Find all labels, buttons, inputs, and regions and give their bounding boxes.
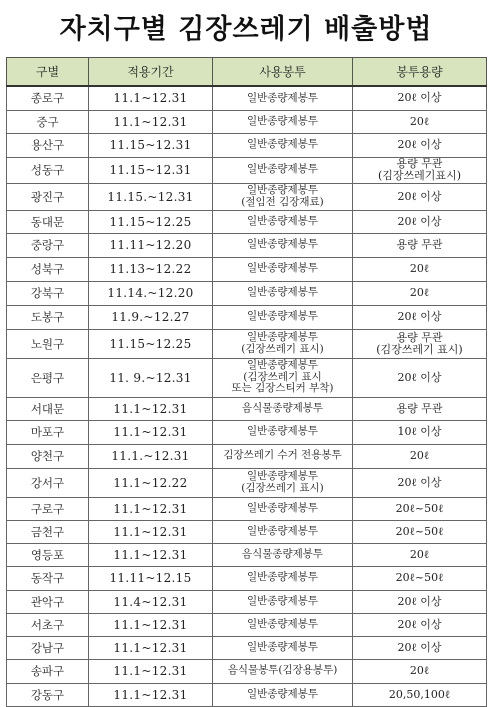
capacity-cell — [353, 305, 487, 329]
capacity-cell — [353, 543, 487, 566]
district-cell: 노원구 — [7, 329, 89, 358]
capacity-line: 20ℓ 이상 — [397, 640, 442, 654]
bag-type-line: 일반종량제봉투 — [246, 262, 318, 275]
capacity-line: 용량 무관 — [396, 330, 443, 344]
capacity-line: 20ℓ 이상 — [397, 475, 442, 489]
table-row — [7, 257, 487, 281]
capacity-cell — [353, 257, 487, 281]
district-cell: 용산구 — [7, 133, 89, 157]
header-period: 적용기간 — [89, 58, 213, 87]
district-cell: 관악구 — [7, 590, 89, 613]
bag-type-cell — [213, 281, 353, 305]
capacity-cell — [353, 157, 487, 183]
bag-type-line: 일반종량제봉투 — [246, 594, 318, 607]
bag-type-line: 일반종량제봉투 — [246, 214, 318, 227]
capacity-line: 용량 무관 — [396, 401, 443, 415]
bag-type-line: 일반종량제봉투 — [246, 331, 318, 343]
capacity-cell — [353, 233, 487, 257]
district-cell: 송파구 — [7, 659, 89, 683]
capacity-line: (김장쓰레기표시) — [378, 169, 461, 182]
table-row — [7, 659, 487, 683]
bag-type-cell — [213, 86, 353, 110]
bag-type-line: 또는 김장스티커 부착) — [231, 382, 334, 395]
table-row — [7, 133, 487, 157]
table-row — [7, 305, 487, 329]
bag-type-cell — [213, 420, 353, 444]
capacity-line: 10ℓ 이상 — [397, 425, 442, 438]
bag-type-line: 일반종량제봉투 — [246, 617, 318, 630]
capacity-line: 20ℓ~50ℓ — [395, 571, 444, 584]
period-cell: 11.1~12.31 — [89, 520, 213, 543]
bag-type-cell — [213, 468, 353, 497]
bag-type-line: 일반종량제봉투 — [246, 138, 318, 151]
capacity-cell — [353, 281, 487, 305]
table-row — [7, 590, 487, 613]
table-body — [7, 86, 487, 706]
district-cell: 강동구 — [7, 683, 89, 706]
bag-type-line: 김장쓰레기 수거 전용봉투 — [223, 449, 342, 462]
period-cell: 11.14.~12.20 — [89, 281, 213, 305]
bag-type-line: (김장쓰레기 표시) — [241, 342, 324, 355]
capacity-line: 20ℓ 이상 — [397, 370, 442, 384]
table-row — [7, 210, 487, 233]
period-cell: 11.15~12.25 — [89, 329, 213, 358]
bag-type-cell — [213, 110, 353, 133]
bag-type-cell — [213, 305, 353, 329]
district-cell: 금천구 — [7, 520, 89, 543]
period-cell: 11.1~12.31 — [89, 420, 213, 444]
district-cell: 강서구 — [7, 468, 89, 497]
district-cell: 구로구 — [7, 497, 89, 520]
header-bag: 사용봉투 — [213, 58, 353, 87]
bag-type-line: 일반종량제봉투 — [246, 310, 318, 323]
table-row — [7, 566, 487, 590]
district-cell: 도봉구 — [7, 305, 89, 329]
bag-type-line: (절임전 김장재료) — [241, 195, 324, 208]
bag-type-line: (김장쓰레기 표시 — [243, 370, 322, 383]
table-row — [7, 110, 487, 133]
capacity-cell — [353, 397, 487, 420]
period-cell: 11.1~12.31 — [89, 86, 213, 110]
period-cell: 11.1~12.31 — [89, 110, 213, 133]
district-cell: 강북구 — [7, 281, 89, 305]
district-cell: 동작구 — [7, 566, 89, 590]
capacity-line: 20ℓ 이상 — [397, 310, 442, 323]
bag-type-cell — [213, 590, 353, 613]
table-row — [7, 520, 487, 543]
district-cell: 양천구 — [7, 444, 89, 468]
capacity-cell — [353, 590, 487, 613]
bag-type-cell — [213, 329, 353, 358]
header-capacity: 봉투용량 — [353, 58, 487, 87]
capacity-line: 20ℓ 이상 — [397, 617, 442, 631]
bag-type-line: 음식물종량제봉투 — [241, 547, 324, 560]
period-cell: 11.1~12.31 — [89, 497, 213, 520]
bag-type-cell — [213, 210, 353, 233]
bag-type-cell — [213, 397, 353, 420]
bag-type-line: 일반종량제봉투 — [246, 687, 318, 700]
bag-type-line: 일반종량제봉투 — [246, 524, 318, 537]
capacity-cell — [353, 420, 487, 444]
table-row — [7, 497, 487, 520]
capacity-line: 20ℓ 이상 — [397, 91, 442, 105]
period-cell: 11.1~12.31 — [89, 397, 213, 420]
header-district: 구별 — [7, 58, 89, 87]
bag-type-cell — [213, 444, 353, 468]
bag-type-line: 음식물봉투(김장용봉투) — [227, 664, 338, 677]
capacity-line: 20ℓ — [409, 286, 430, 299]
capacity-line: 20ℓ — [409, 114, 430, 128]
period-cell: 11.4~12.31 — [89, 590, 213, 613]
table-row — [7, 233, 487, 257]
capacity-line: 20ℓ~50ℓ — [395, 501, 444, 515]
period-cell: 11.9.~12.27 — [89, 305, 213, 329]
bag-type-cell — [213, 613, 353, 636]
bag-type-line: 일반종량제봉투 — [246, 286, 318, 299]
table-row — [7, 613, 487, 636]
bag-type-line: (김장쓰레기 표시) — [241, 481, 324, 494]
district-cell: 서대문 — [7, 397, 89, 420]
period-cell: 11.15~12.31 — [89, 157, 213, 183]
period-cell: 11.15~12.31 — [89, 133, 213, 157]
capacity-line: (김장쓰레기 표시) — [376, 342, 463, 356]
period-cell: 11.13~12.22 — [89, 257, 213, 281]
district-cell: 성동구 — [7, 157, 89, 183]
bag-type-cell — [213, 636, 353, 659]
district-cell: 종로구 — [7, 86, 89, 110]
period-cell: 11. 9.~12.31 — [89, 358, 213, 397]
table-row — [7, 420, 487, 444]
period-cell: 11.11~12.20 — [89, 233, 213, 257]
capacity-line: 20ℓ — [409, 547, 430, 561]
table-row — [7, 329, 487, 358]
period-cell: 11.1~12.31 — [89, 683, 213, 706]
table-row — [7, 281, 487, 305]
bag-type-cell — [213, 659, 353, 683]
bag-type-cell — [213, 257, 353, 281]
district-cell: 영등포 — [7, 543, 89, 566]
period-cell: 11.1~12.22 — [89, 468, 213, 497]
bag-type-line: 일반종량제봉투 — [246, 571, 318, 584]
district-cell: 마포구 — [7, 420, 89, 444]
bag-type-cell — [213, 183, 353, 210]
table-row — [7, 636, 487, 659]
capacity-cell — [353, 86, 487, 110]
page-title: 자치구별 김장쓰레기 배출방법 — [59, 13, 433, 45]
capacity-cell — [353, 444, 487, 468]
capacity-cell — [353, 183, 487, 210]
bag-type-cell — [213, 566, 353, 590]
capacity-line: 20ℓ — [409, 262, 430, 275]
bag-type-cell — [213, 520, 353, 543]
capacity-line: 20ℓ 이상 — [397, 594, 442, 608]
bag-type-cell — [213, 133, 353, 157]
table-row — [7, 183, 487, 210]
bag-type-cell — [213, 157, 353, 183]
table-header-row — [7, 58, 487, 87]
capacity-line: 20ℓ 이상 — [397, 138, 442, 151]
disposal-table — [6, 57, 487, 707]
bag-type-cell — [213, 497, 353, 520]
bag-type-line: 일반종량제봉투 — [246, 114, 318, 127]
period-cell: 11.11~12.15 — [89, 566, 213, 590]
period-cell: 11.1~12.31 — [89, 636, 213, 659]
period-cell: 11.1~12.31 — [89, 613, 213, 636]
capacity-cell — [353, 520, 487, 543]
bag-type-line: 일반종량제봉투 — [246, 425, 318, 438]
bag-type-line: 일반종량제봉투 — [246, 640, 318, 653]
bag-type-cell — [213, 358, 353, 397]
capacity-line: 20ℓ 이상 — [397, 214, 442, 228]
table-row — [7, 157, 487, 183]
bag-type-line: 음식물종량제봉투 — [241, 401, 324, 414]
bag-type-line: 일반종량제봉투 — [246, 91, 318, 104]
bag-type-line: 일반종량제봉투 — [246, 238, 318, 251]
capacity-line: 20ℓ~50ℓ — [395, 524, 444, 538]
capacity-cell — [353, 566, 487, 590]
capacity-line: 20ℓ 이상 — [397, 189, 442, 203]
capacity-line: 용량 무관 — [396, 157, 443, 170]
table-row — [7, 468, 487, 497]
period-cell: 11.1.~12.31 — [89, 444, 213, 468]
bag-type-line: 일반종량제봉투 — [246, 501, 318, 514]
capacity-line: 20,50,100ℓ — [388, 687, 451, 701]
capacity-cell — [353, 636, 487, 659]
bag-type-line: 일반종량제봉투 — [246, 184, 318, 196]
capacity-cell — [353, 613, 487, 636]
capacity-cell — [353, 497, 487, 520]
capacity-cell — [353, 210, 487, 233]
capacity-line: 20ℓ — [409, 664, 430, 677]
capacity-cell — [353, 329, 487, 358]
period-cell: 11.1~12.31 — [89, 543, 213, 566]
capacity-cell — [353, 683, 487, 706]
district-cell: 중구 — [7, 110, 89, 133]
capacity-cell — [353, 110, 487, 133]
district-cell: 동대문 — [7, 210, 89, 233]
capacity-cell — [353, 659, 487, 683]
table-row — [7, 397, 487, 420]
table-row — [7, 543, 487, 566]
district-cell: 서초구 — [7, 613, 89, 636]
capacity-line: 용량 무관 — [396, 238, 443, 251]
bag-type-line: 일반종량제봉투 — [246, 359, 318, 372]
table-row — [7, 444, 487, 468]
district-cell: 성북구 — [7, 257, 89, 281]
district-cell: 광진구 — [7, 183, 89, 210]
period-cell: 11.15~12.25 — [89, 210, 213, 233]
table-row — [7, 86, 487, 110]
bag-type-cell — [213, 233, 353, 257]
capacity-cell — [353, 358, 487, 397]
table-row — [7, 358, 487, 397]
district-cell: 강남구 — [7, 636, 89, 659]
capacity-line: 20ℓ — [409, 449, 430, 462]
period-cell: 11.15.~12.31 — [89, 183, 213, 210]
bag-type-line: 일반종량제봉투 — [246, 163, 318, 176]
bag-type-line: 일반종량제봉투 — [246, 470, 318, 482]
district-cell: 은평구 — [7, 358, 89, 397]
bag-type-cell — [213, 683, 353, 706]
capacity-cell — [353, 468, 487, 497]
district-cell: 중랑구 — [7, 233, 89, 257]
capacity-cell — [353, 133, 487, 157]
table-row — [7, 683, 487, 706]
period-cell: 11.1~12.31 — [89, 659, 213, 683]
bag-type-cell — [213, 543, 353, 566]
